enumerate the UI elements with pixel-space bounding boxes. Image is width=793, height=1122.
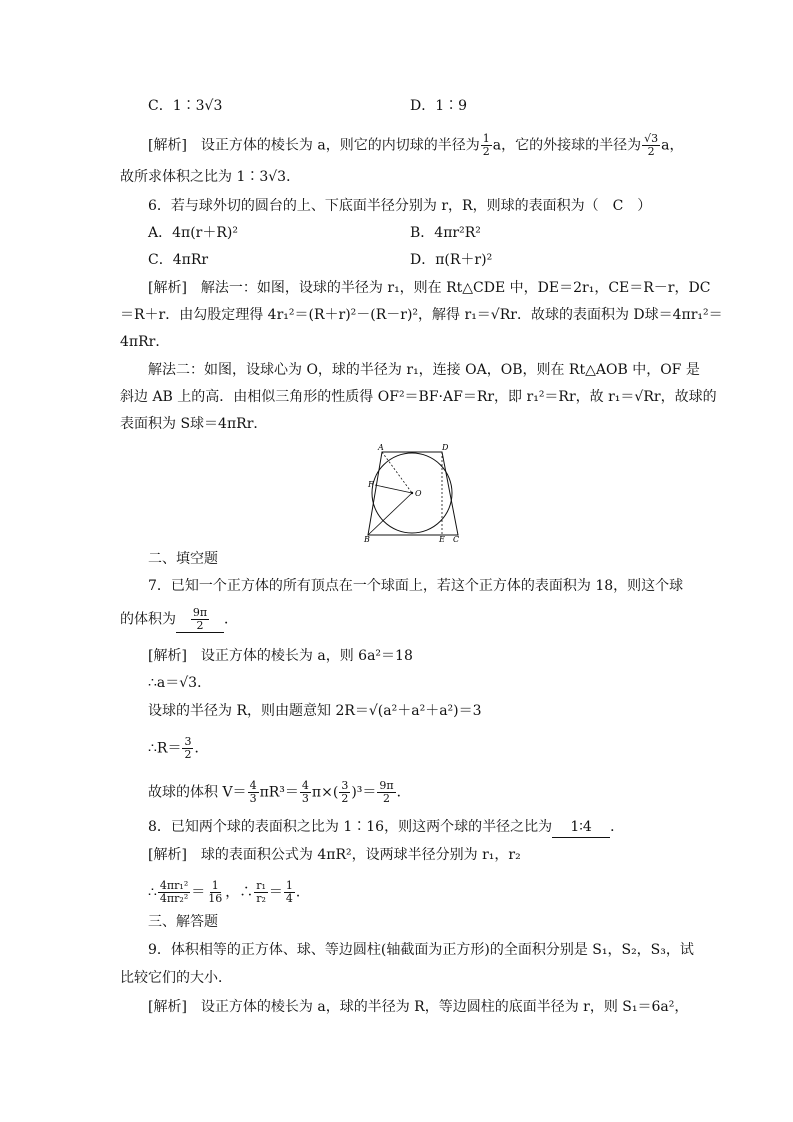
q7-analysis-line3: 设球的半径为 R，则由题意知 2R＝√(a²＋a²＋a²)＝3 (148, 703, 482, 719)
label-b: B (364, 535, 370, 543)
question-7-line1: 7．已知一个正方体的所有顶点在一个球面上，若这个正方体的表面积为 18，则这个球 (148, 578, 684, 594)
label-a: A (378, 443, 384, 452)
q7-analysis-line2: ∴a＝√3． (148, 675, 212, 691)
label-c: C (453, 535, 460, 543)
question-7-line2: 的体积为 $\frac{9\pi}{2}$ ． (120, 606, 238, 632)
q6-analysis-line2: ＝R＋r．由勾股定理得 4r₁²＝(R＋r)²－(R－r)²，解得 r₁＝√Rr．故球的表面积为 D球＝4πr₁²＝ (120, 307, 723, 323)
q7-analysis-line1: [解析] 设正方体的棱长为 a，则 6a²＝18 (148, 648, 413, 664)
question-9-line2: 比较它们的大小． (120, 970, 232, 986)
option-b-q6: B．4πr²R² (410, 225, 481, 241)
question-8: 8．已知两个球的表面积之比为 1∶16，则这两个球的半径之比为 1∶4 ． (148, 817, 624, 838)
option-a-q6: A．4π(r＋R)² (148, 225, 238, 241)
label-f: F (368, 480, 374, 489)
segment-ob (368, 493, 412, 535)
center-point (411, 492, 413, 494)
option-d-q6: D．π(R＋r)² (410, 252, 493, 268)
q6-method2-line3: 表面积为 S球＝4πRr． (120, 416, 268, 432)
q5-analysis-line2: 故所求体积之比为 1∶3√3． (120, 169, 301, 185)
q6-method2-line2: 斜边 AB 上的高．由相似三角形的性质得 OF²＝BF·AF＝Rr，即 r₁²＝Rr，故 r₁＝√Rr，故球的 (120, 389, 717, 405)
q9-analysis-line1: [解析] 设正方体的棱长为 a，球的半径为 R，等边圆柱的底面半径为 r，则 S₁＝6a²， (148, 999, 689, 1015)
q8-analysis-line1: [解析] 球的表面积公式为 4πR²，设两球半径分别为 r₁，r₂ (148, 847, 521, 863)
option-c-q5: C．1∶3√3 (148, 98, 223, 114)
frustum-sphere-figure (362, 443, 462, 543)
section-solve: 三、解答题 (148, 914, 218, 930)
segment-of (375, 485, 412, 493)
fraction: $\frac{√3}{2}$ (644, 132, 659, 158)
q8-analysis-line2: ∴ $\frac{\text{4πr₁²}}{\text{4πr₂²}}$ ＝ $\frac{1}{16}$ ，∴ $\frac{\text{r₁}}{\text{r₂}}$ ＝ $\frac{1}{4}$ ． (148, 879, 310, 905)
q7-analysis-line4: ∴R＝ $\frac{3}{2}$ ． (148, 735, 209, 761)
label-o: O (415, 489, 422, 498)
q7-analysis-line5: 故球的体积 V＝ $\frac{4}{3}$ πR³＝ $\frac{4}{3}$ π×( $\frac{3}{2}$ )³＝ $\frac{9\pi}{2}$ ． (148, 779, 411, 805)
fraction: $\frac{1}{2}$ (482, 132, 490, 158)
segment-oa (382, 452, 412, 493)
answer-blank: $\frac{9\pi}{2}$ (176, 607, 224, 633)
question-6: 6．若与球外切的圆台的上、下底面半径分别为 r，R，则球的表面积为（ C ） (148, 198, 652, 214)
section-fill-in: 二、填空题 (148, 551, 218, 567)
q5-analysis-line1: [解析] 设正方体的棱长为 a，则它的内切球的半径为 $\frac{1}{2}$ a，它的外接球的半径为 $\frac{√3}{2}$ a， (148, 132, 684, 158)
option-c-q6: C．4πRr (148, 252, 209, 268)
option-d-q5: D．1∶9 (410, 98, 468, 114)
q6-analysis-line3: 4πRr． (120, 334, 170, 350)
q6-analysis-line1: [解析] 解法一：如图，设球的半径为 r₁，则在 Rt△CDE 中，DE＝2r₁，CE＝R－r，DC (148, 280, 711, 296)
q6-method2-line1: 解法二：如图，设球心为 O，球的半径为 r₁，连接 OA，OB，则在 Rt△AOB 中，OF 是 (148, 362, 700, 378)
label-e: E (439, 535, 445, 543)
answer-blank: 1∶4 (552, 817, 610, 838)
label-d: D (442, 443, 449, 452)
question-9-line1: 9．体积相等的正方体、球、等边圆柱(轴截面为正方形)的全面积分别是 S₁，S₂，S₃，试 (148, 942, 694, 958)
